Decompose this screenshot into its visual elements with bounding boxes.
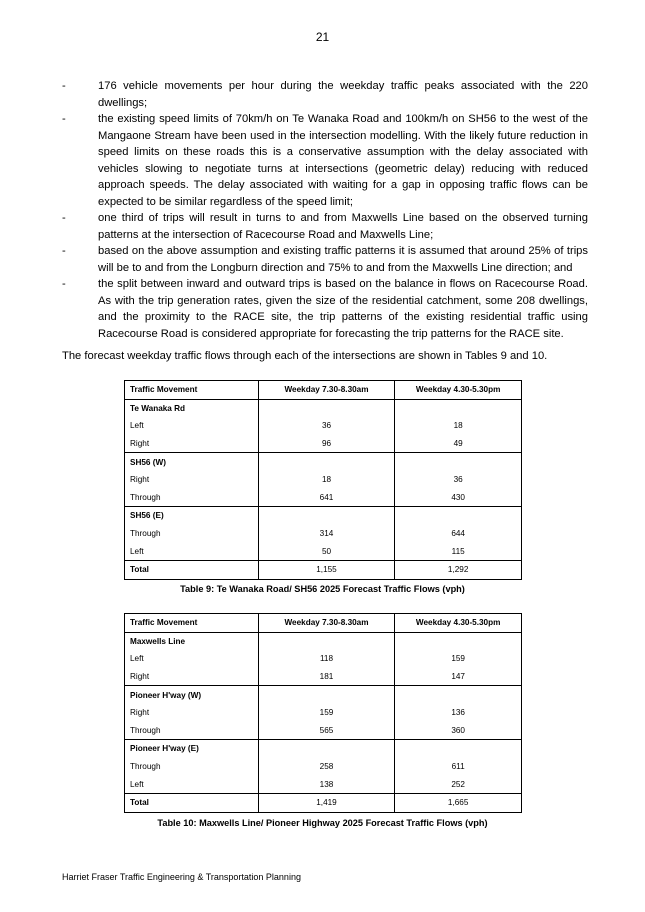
total-label: Total	[125, 793, 259, 812]
am-total-cell: 1,155	[258, 560, 395, 579]
group-row	[125, 632, 522, 650]
table-row	[125, 758, 522, 776]
movement-cell: Right	[125, 471, 259, 489]
pm-value-cell: 252	[395, 775, 522, 793]
pm-total-cell: 1,292	[395, 560, 522, 579]
group-row	[125, 399, 522, 417]
pm-total-cell: 1,665	[395, 793, 522, 812]
table-header-row	[125, 614, 522, 633]
column-header: Weekday 7.30-8.30am	[258, 614, 395, 633]
movement-cell: Left	[125, 542, 259, 560]
group-row	[125, 740, 522, 758]
page-number: 21	[315, 30, 330, 44]
group-row	[125, 686, 522, 704]
table-row	[125, 417, 522, 435]
list-item-text: the existing speed limits of 70km/h on Te Wanaka Road and 100km/h on SH56 to the west of the Mangaone Stream have been used in the intersection modelling. With the likely future reduction in speed limits on these roads this is a conservative assumption with the delay associated with vehicles slowing to negotiate turns at intersections (geometric delay) reducing with reduced approach speeds. The delay associated with waiting for a gap in opposing traffic flows can be expected to be similar regardless of the speed limit;	[98, 113, 588, 208]
total-row	[125, 560, 522, 579]
bullet-dash: -	[62, 245, 66, 257]
intro-paragraph: The forecast weekday traffic flows through each of the intersections are shown in Tables 9 and 10.	[62, 350, 548, 362]
assumption-list	[62, 78, 588, 342]
bullet-dash: -	[62, 80, 66, 92]
pm-value-cell: 49	[395, 435, 522, 453]
movement-cell: Through	[125, 489, 259, 507]
movement-cell: Left	[125, 775, 259, 793]
am-value-cell: 36	[258, 417, 395, 435]
table-row	[125, 704, 522, 722]
list-item-text: the split between inward and outward trips is based on the balance in flows on Racecourse Road. As with the trip generation rates, given the size of the residential catchment, some 208 dwellings, and the proximity to the RACE site, the trip patterns of the existing residential traffic using Racecourse Road is considered appropriate for forecasting the trip patterns for the RACE site.	[98, 278, 588, 340]
table-row	[125, 775, 522, 793]
list-item	[62, 78, 588, 111]
am-value-cell: 96	[258, 435, 395, 453]
pm-value-cell: 360	[395, 722, 522, 740]
pm-value-cell: 430	[395, 489, 522, 507]
movement-cell: Through	[125, 722, 259, 740]
column-header: Weekday 4.30-5.30pm	[395, 614, 522, 633]
page-footer: Harriet Fraser Traffic Engineering & Transportation Planning	[62, 872, 301, 882]
bullet-dash: -	[62, 113, 66, 125]
table-row	[125, 722, 522, 740]
group-row	[125, 453, 522, 471]
pm-value-cell: 611	[395, 758, 522, 776]
am-value-cell: 18	[258, 471, 395, 489]
pm-value-cell: 159	[395, 650, 522, 668]
column-header: Traffic Movement	[125, 614, 259, 633]
total-label: Total	[125, 560, 259, 579]
pm-value-cell: 18	[395, 417, 522, 435]
column-header: Weekday 7.30-8.30am	[258, 381, 395, 400]
table-10-caption: Table 10: Maxwells Line/ Pioneer Highway 2025 Forecast Traffic Flows (vph)	[157, 818, 488, 828]
table-row	[125, 668, 522, 686]
bullet-dash: -	[62, 278, 66, 290]
movement-cell: Right	[125, 668, 259, 686]
movement-cell: Through	[125, 525, 259, 543]
pm-value-cell: 36	[395, 471, 522, 489]
list-item-text: based on the above assumption and existing traffic patterns it is assumed that around 25% of trips will be to and from the Longburn direction and 75% to and from the Maxwells Line direction; and	[98, 245, 588, 274]
pm-value-cell: 147	[395, 668, 522, 686]
list-item	[62, 111, 588, 210]
table-header-row	[125, 381, 522, 400]
table-row	[125, 489, 522, 507]
movement-cell: Left	[125, 417, 259, 435]
bullet-dash: -	[62, 212, 66, 224]
table-9-caption: Table 9: Te Wanaka Road/ SH56 2025 Forecast Traffic Flows (vph)	[180, 584, 465, 594]
table-10	[124, 613, 522, 813]
group-label: SH56 (E)	[125, 507, 259, 525]
total-row	[125, 793, 522, 812]
group-label: Maxwells Line	[125, 632, 259, 650]
table-row	[125, 471, 522, 489]
table-row	[125, 650, 522, 668]
pm-value-cell: 115	[395, 542, 522, 560]
movement-cell: Right	[125, 435, 259, 453]
table-row	[125, 525, 522, 543]
am-value-cell: 159	[258, 704, 395, 722]
am-value-cell: 641	[258, 489, 395, 507]
list-item	[62, 210, 588, 243]
table-9	[124, 380, 522, 580]
am-value-cell: 118	[258, 650, 395, 668]
group-label: Pioneer H'way (W)	[125, 686, 259, 704]
am-value-cell: 258	[258, 758, 395, 776]
movement-cell: Through	[125, 758, 259, 776]
movement-cell: Right	[125, 704, 259, 722]
movement-cell: Left	[125, 650, 259, 668]
pm-value-cell: 644	[395, 525, 522, 543]
table-row	[125, 435, 522, 453]
column-header: Traffic Movement	[125, 381, 259, 400]
list-item-text: one third of trips will result in turns to and from Maxwells Line based on the observed turning patterns at the intersection of Racecourse Road and Maxwells Line;	[98, 212, 588, 241]
list-item	[62, 243, 588, 276]
group-label: Pioneer H'way (E)	[125, 740, 259, 758]
am-value-cell: 181	[258, 668, 395, 686]
am-value-cell: 314	[258, 525, 395, 543]
am-total-cell: 1,419	[258, 793, 395, 812]
group-label: SH56 (W)	[125, 453, 259, 471]
group-label: Te Wanaka Rd	[125, 399, 259, 417]
am-value-cell: 565	[258, 722, 395, 740]
am-value-cell: 50	[258, 542, 395, 560]
am-value-cell: 138	[258, 775, 395, 793]
list-item-text: 176 vehicle movements per hour during the weekday traffic peaks associated with the 220 dwellings;	[98, 80, 588, 109]
column-header: Weekday 4.30-5.30pm	[395, 381, 522, 400]
list-item	[62, 276, 588, 342]
pm-value-cell: 136	[395, 704, 522, 722]
table-row	[125, 542, 522, 560]
group-row	[125, 507, 522, 525]
